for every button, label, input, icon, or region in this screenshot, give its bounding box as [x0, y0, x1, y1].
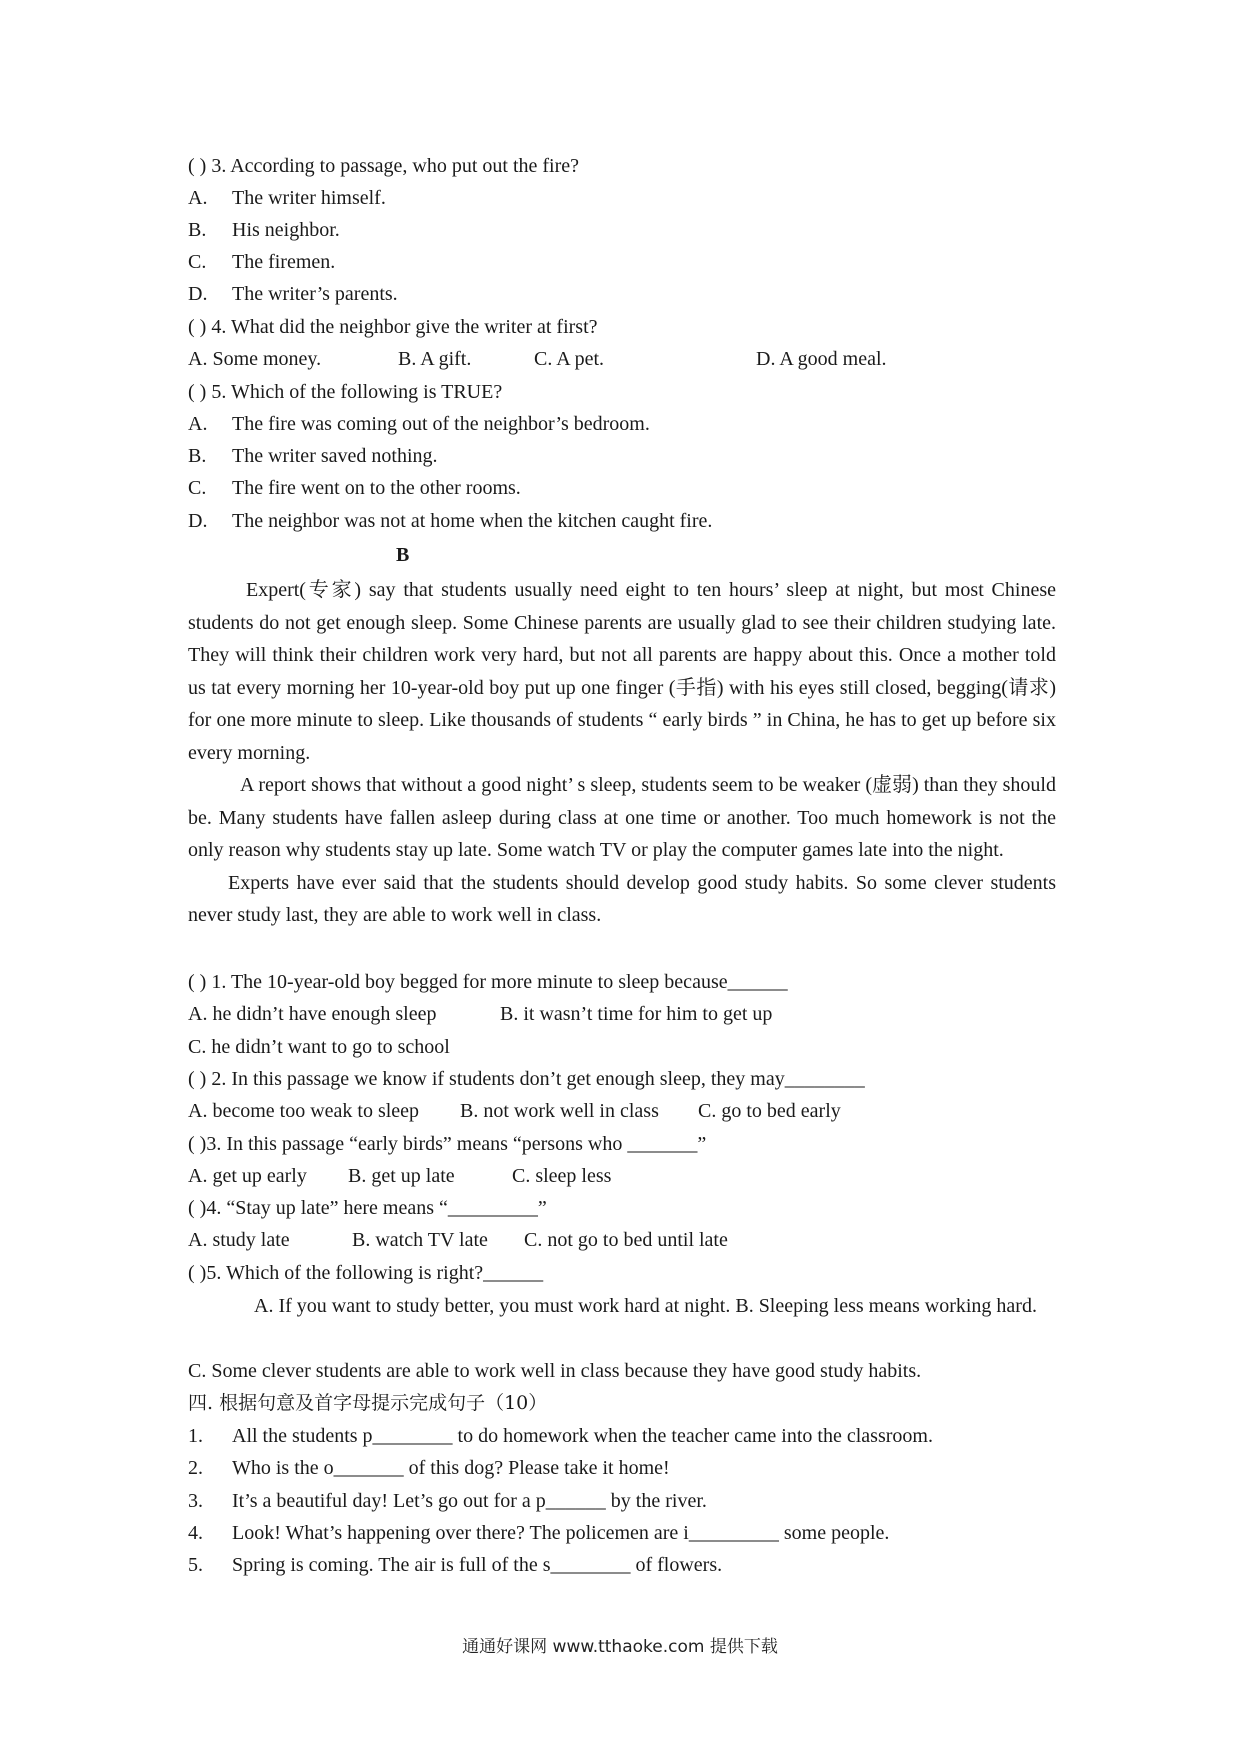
fill-in-item [188, 1454, 670, 1482]
fill-in-item [188, 1551, 722, 1579]
option-text: The fire went on to the other rooms. [232, 477, 521, 499]
answer-option: B. it wasn’t time for him to get up [500, 1003, 773, 1025]
option-letter: D. [188, 283, 208, 305]
option-letter: C. [188, 251, 207, 273]
answer-options-row [188, 345, 1088, 373]
answer-option: C. A pet. [534, 348, 605, 370]
question-stem: ( ) 1. The 10-year-old boy begged for more minute to sleep because______ [188, 971, 788, 993]
item-number: 4. [188, 1522, 203, 1544]
answer-option: C. sleep less [512, 1165, 612, 1187]
passage-paragraph: A report shows that without a good night’ s sleep, students seem to be weaker (虚弱) than they should be. Many students have fallen asleep during class at one time or another. Too much homework is not the only reason why students stay up late. Some watch TV or play the computer games late into the night. [188, 774, 1056, 861]
answer-option: A. become too weak to sleep [188, 1100, 420, 1122]
option-text: The writer’s parents. [232, 283, 398, 305]
option-text: The firemen. [232, 251, 336, 273]
option-letter: B. [188, 445, 207, 467]
passage-heading: B [396, 544, 410, 566]
passage-paragraph: Experts have ever said that the students should develop good study habits. So some clever students never study last, they are able to work well in class. [188, 871, 1056, 926]
option-text: The fire was coming out of the neighbor’s bedroom. [232, 413, 650, 435]
item-number: 1. [188, 1425, 203, 1447]
item-number: 2. [188, 1457, 203, 1479]
question-stem: ( ) 2. In this passage we know if students don’t get enough sleep, they may________ [188, 1068, 865, 1090]
passage-paragraph: Expert(专家) say that students usually need eight to ten hours’ sleep at night, but most Chinese students do not get enough sleep. Some Chinese parents are usually glad to see their children studying late. They will think their children work very hard, but not all parents are happy about this. Once a mother told us tat every morning her 10-year-old boy put up one finger (手指) with his eyes still closed, begging(请求) for one more minute to sleep. Like thousands of students “ early birds ” in China, he has to get up before six every morning. [188, 579, 1056, 764]
item-text: Who is the o_______ of this dog? Please take it home! [232, 1457, 670, 1479]
answer-option: B. not work well in class [460, 1100, 659, 1122]
answer-option [188, 248, 335, 276]
question-stem: ( ) 3. According to passage, who put out the fire? [188, 155, 580, 177]
item-number: 3. [188, 1490, 203, 1512]
answer-option: B. get up late [348, 1165, 455, 1187]
answer-option: A. study late [188, 1229, 290, 1251]
option-letter: C. [188, 477, 207, 499]
answer-option: D. A good meal. [756, 348, 887, 370]
item-number: 5. [188, 1554, 203, 1576]
answer-option [188, 507, 712, 535]
question-stem: ( )3. In this passage “early birds” means “persons who _______” [188, 1133, 707, 1155]
question-stem: ( )5. Which of the following is right?______ [188, 1262, 544, 1284]
fill-in-item [188, 1422, 933, 1450]
item-text: All the students p________ to do homework when the teacher came into the classroom. [232, 1425, 933, 1447]
answer-option [188, 410, 650, 438]
answer-options-row [188, 1162, 1088, 1190]
answer-options-row [188, 1097, 1088, 1125]
answer-option [188, 216, 340, 244]
answer-option-text: A. If you want to study better, you must work hard at night. B. Sleeping less means working hard. [254, 1295, 1037, 1317]
answer-option [188, 1290, 1056, 1323]
answer-option: C. he didn’t want to go to school [188, 1036, 450, 1058]
option-letter: A. [188, 413, 208, 435]
option-letter: B. [188, 219, 207, 241]
answer-option: B. watch TV late [352, 1229, 488, 1251]
option-letter: D. [188, 510, 208, 532]
item-text: It’s a beautiful day! Let’s go out for a p______ by the river. [232, 1490, 707, 1512]
answer-option [188, 442, 438, 470]
answer-option: A. he didn’t have enough sleep [188, 1003, 437, 1025]
fill-in-item [188, 1519, 889, 1547]
question-stem: ( ) 4. What did the neighbor give the writer at first? [188, 316, 598, 338]
answer-option: C. go to bed early [698, 1100, 841, 1122]
item-text: Spring is coming. The air is full of the s________ of flowers. [232, 1554, 723, 1576]
section-heading: 四. 根据句意及首字母提示完成句子（10） [188, 1392, 548, 1414]
answer-options-row [188, 1000, 1088, 1028]
answer-option [188, 280, 398, 308]
passage-body [188, 574, 1056, 932]
option-text: The neighbor was not at home when the kitchen caught fire. [232, 510, 713, 532]
answer-options-row [188, 1226, 1088, 1254]
answer-option [188, 184, 386, 212]
answer-option: C. Some clever students are able to work well in class because they have good study habits. [188, 1360, 922, 1382]
item-text: Look! What’s happening over there? The policemen are i_________ some people. [232, 1522, 890, 1544]
fill-in-item [188, 1487, 707, 1515]
answer-option [188, 474, 521, 502]
page-footer: 通通好课网 www.tthaoke.com 提供下载 [462, 1637, 778, 1657]
option-text: The writer himself. [232, 187, 386, 209]
answer-option: B. A gift. [398, 348, 472, 370]
answer-option: A. Some money. [188, 348, 322, 370]
question-stem: ( ) 5. Which of the following is TRUE? [188, 381, 503, 403]
option-letter: A. [188, 187, 208, 209]
answer-option: A. get up early [188, 1165, 307, 1187]
question-stem: ( )4. “Stay up late” here means “_________” [188, 1197, 547, 1219]
option-text: The writer saved nothing. [232, 445, 438, 467]
option-text: His neighbor. [232, 219, 340, 241]
answer-option: C. not go to bed until late [524, 1229, 728, 1251]
